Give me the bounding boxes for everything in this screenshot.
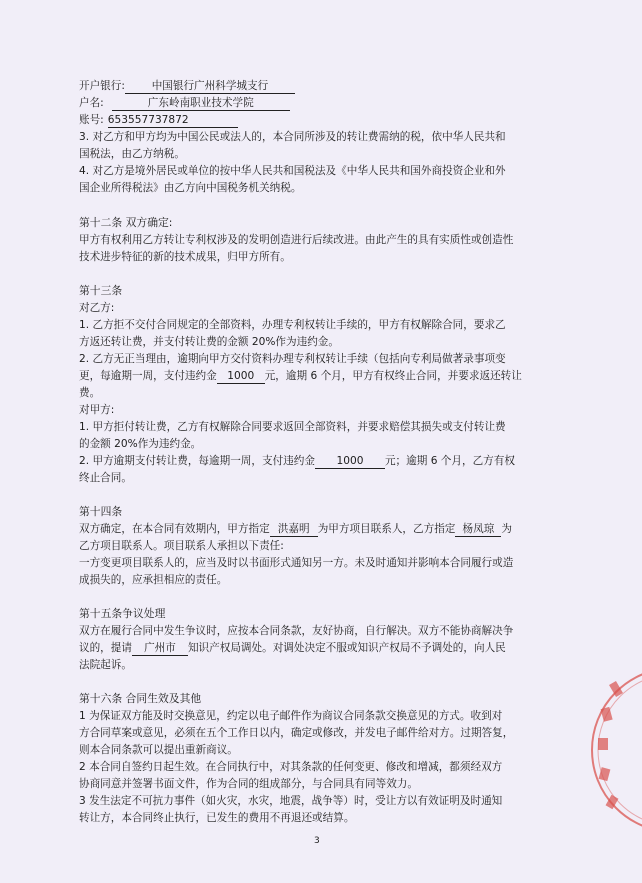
article-15-text-b: 知识产权局调处。对调处决定不服或知识产权局不予调处的，向人民	[187, 642, 506, 654]
page-number: 3	[314, 836, 320, 846]
article-16-title: 第十六条 合同生效及其他	[79, 692, 202, 705]
article-15-line1: 双方在履行合同中发生争议时，应按本合同条款，友好协商，自行解决。双方不能协商解决争	[79, 625, 514, 637]
tax-p3-line1: 3. 对乙方和甲方均为中国公民或法人的，本合同所涉及的转让费需纳的税，依中华人民共和	[79, 131, 506, 143]
article-16-i1-line2: 方合同草案或意见，必须在五个工作日以内，确定或修改，并发电子邮件给对方。过期答复，	[79, 727, 514, 739]
article-15-text-a: 议的，提请	[79, 642, 132, 654]
party-a-contact: 洪嘉明	[270, 522, 318, 537]
article-13-b2-amount: 1000	[217, 369, 265, 384]
article-12-line1: 甲方有权利用乙方转让专利权涉及的发明创造进行后续改进。由此产生的具有实质性或创造性	[79, 234, 514, 246]
article-13-a2-text-a: 2. 甲方逾期支付转让费，每逾期一周，支付违约金	[79, 455, 315, 467]
article-13-b2-text-a: 更，每逾期一周，支付违约金	[79, 370, 217, 382]
article-13-title: 第十三条	[79, 284, 123, 297]
bank-value: 中国银行广州科学城支行	[125, 79, 295, 94]
tax-p3-line2: 国税法，由乙方纳税。	[79, 148, 185, 160]
article-13-b2-line1: 2. 乙方无正当理由，逾期向甲方交付资料办理专利权转让手续（包括向专利局做著录事项变	[79, 353, 506, 365]
article-13-a1-line2: 的金额 20%作为违约金。	[79, 438, 202, 450]
name-value: 广东岭南职业技术学院	[112, 96, 290, 111]
account-label: 账号:	[79, 114, 104, 126]
article-16-i2-line2: 协商同意并签署书面文件，作为合同的组成部分，与合同具有同等效力。	[79, 778, 418, 790]
account-value: 653557737872	[108, 113, 238, 128]
bank-line	[79, 79, 295, 94]
article-16-i1-line3: 则本合同条款可以提出重新商议。	[79, 744, 238, 756]
article-13-a2-line1	[79, 454, 515, 469]
article-12-title: 第十二条 双方确定:	[79, 216, 173, 229]
article-13-b1-line2: 方返还转让费，并支付转让费的金额 20%作为违约金。	[79, 336, 339, 348]
bank-label: 开户银行:	[79, 80, 125, 92]
article-16-i3-line2: 转让方，本合同终止执行，已发生的费用不再退还或结算。	[79, 812, 355, 824]
article-15-line2	[79, 641, 506, 656]
article-15-title: 第十五条争议处理	[79, 607, 166, 620]
article-14-text-c: 为	[501, 523, 512, 535]
article-13-a2-text-b: 元；逾期 6 个月，乙方有权	[384, 455, 515, 467]
tax-p4-line1: 4. 对乙方是境外居民或单位的按中华人民共和国税法及《中华人民共和国外商投资企业和外	[79, 165, 506, 177]
article-13-b2-line2	[79, 369, 522, 384]
article-13-a2-line2: 终止合同。	[79, 472, 132, 484]
article-15-line3: 法院起诉。	[79, 659, 132, 671]
article-14-line2: 乙方项目联系人。项目联系人承担以下责任:	[79, 540, 284, 552]
article-13-b1-line1: 1. 乙方拒不交付合同规定的全部资料，办理专利权转让手续的，甲方有权解除合同，要求乙	[79, 319, 506, 331]
official-seal	[582, 640, 642, 860]
article-13-a2-amount: 1000	[315, 454, 385, 469]
seal-graphic	[582, 640, 642, 860]
article-14-line3: 一方变更项目联系人的，应当及时以书面形式通知另一方。未及时通知并影响本合同履行或造	[79, 557, 514, 569]
article-14-title: 第十四条	[79, 505, 123, 518]
article-13-b2-text-b: 元，逾期 6 个月，甲方有权终止合同，并要求返还转让	[264, 370, 522, 382]
article-13-to-b: 对乙方:	[79, 302, 115, 314]
account-line	[79, 113, 238, 128]
article-13-a1-line1: 1. 甲方拒付转让费，乙方有权解除合同要求返回全部资料，并要求赔偿其损失或支付转让费	[79, 421, 506, 433]
article-14-line1	[79, 522, 512, 537]
dispute-city: 广州市	[132, 641, 188, 656]
article-14-line4: 成损失的，应承担相应的责任。	[79, 574, 228, 586]
party-b-contact: 杨凤琼	[455, 522, 501, 537]
article-13-b2-line3: 费。	[79, 387, 101, 399]
name-label: 户名:	[79, 97, 104, 109]
article-16-i2-line1: 2 本合同自签约日起生效。在合同执行中，对其条款的任何变更、修改和增减，都须经双方	[79, 761, 503, 773]
article-14-text-a: 双方确定，在本合同有效期内，甲方指定	[79, 523, 270, 535]
article-12-line2: 技术进步特征的新的技术成果，归甲方所有。	[79, 251, 291, 263]
article-16-i3-line1: 3 发生法定不可抗力事件（如火灾，水灾，地震，战争等）时，受让方以有效证明及时通知	[79, 795, 503, 807]
tax-p4-line2: 国企业所得税法》由乙方向中国税务机关纳税。	[79, 182, 302, 194]
article-16-i1-line1: 1 为保证双方能及时交换意见，约定以电子邮件作为商议合同条款交换意见的方式。收到对	[79, 710, 503, 722]
article-14-text-b: 为甲方项目联系人，乙方指定	[317, 523, 456, 535]
article-13-to-a: 对甲方:	[79, 404, 115, 416]
name-line	[79, 96, 290, 111]
